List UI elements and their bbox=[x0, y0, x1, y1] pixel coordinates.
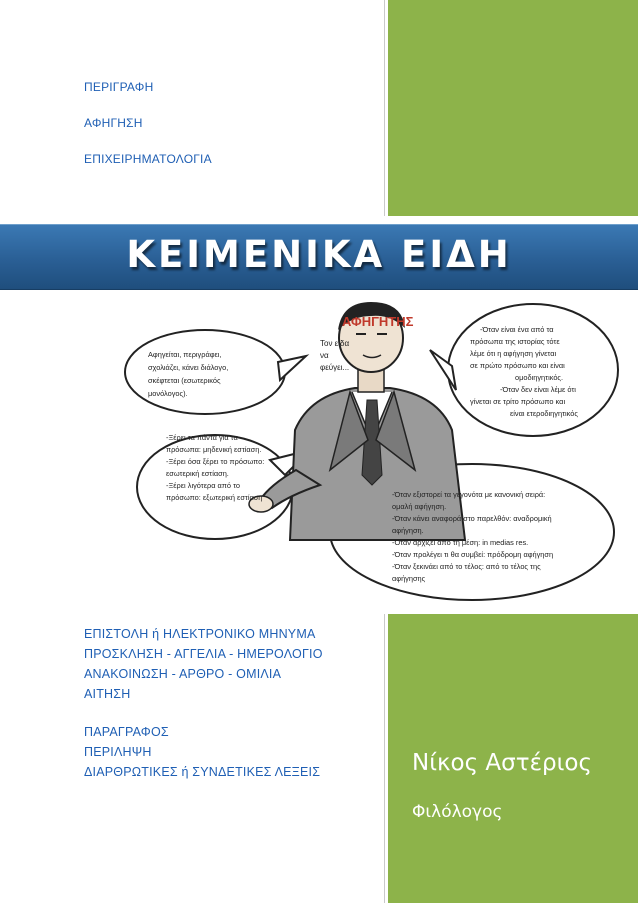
person-line-6: -Όταν δεν είναι λέμε ότι bbox=[500, 385, 576, 394]
focal-line-5: -Ξέρει λιγότερα από το bbox=[166, 481, 240, 490]
focal-line-6: πρόσωπο: εξωτερική εστίαση bbox=[166, 493, 263, 502]
person-line-8: είναι ετεροδιηγητικός bbox=[510, 409, 578, 418]
topic-description: ΠΕΡΙΓΡΑΦΗ bbox=[84, 80, 154, 94]
text-type-letter: ΕΠΙΣΤΟΛΗ ή ΗΛΕΚΤΡΟΝΙΚΟ ΜΗΝΥΜΑ bbox=[84, 627, 316, 641]
text-type-announcement: ΑΝΑΚΟΙΝΩΣΗ - ΑΡΘΡΟ - ΟΜΙΛΙΑ bbox=[84, 667, 282, 681]
page-title: ΚΕΙΜΕΝΙΚΑ ΕΙΔΗ bbox=[126, 233, 512, 276]
narrator-title: ΑΦΗΓΗΤΗΣ bbox=[342, 314, 414, 329]
text-type-application: ΑΙΤΗΣΗ bbox=[84, 687, 131, 701]
person-line-4: σε πρώτο πρόσωπο και είναι bbox=[470, 361, 565, 370]
text-types-list bbox=[84, 624, 323, 782]
author-name: Νίκος Αστέριος bbox=[412, 750, 592, 776]
narrator-illustration bbox=[120, 300, 620, 610]
order-line-4: αφήγηση. bbox=[392, 526, 424, 535]
actions-line-4: μονόλογος). bbox=[148, 389, 188, 398]
person-line-5: ομοδιηγητικός. bbox=[515, 373, 564, 382]
focal-line-1: -Ξέρει τα πάντα για τα bbox=[166, 433, 238, 442]
order-line-5: -Όταν αρχίζει από τη μέση: in medias res. bbox=[392, 538, 529, 547]
topic-argumentation: ΕΠΙΧΕΙΡΗΜΑΤΟΛΟΓΙΑ bbox=[84, 152, 212, 166]
order-line-1: -Όταν εξιστορεί τα γεγονότα με κανονική σειρά: bbox=[392, 490, 546, 499]
focal-line-3: -Ξέρει όσα ξέρει το πρόσωπο: bbox=[166, 457, 265, 466]
person-line-2: πρόσωπα της ιστορίας τότε bbox=[470, 337, 560, 346]
list-spacer bbox=[84, 704, 323, 722]
green-side-panel-top bbox=[388, 0, 638, 216]
order-line-8: αφήγησης bbox=[392, 574, 426, 583]
speech-line-2: να bbox=[320, 351, 329, 360]
order-line-2: ομαλή αφήγηση. bbox=[392, 502, 447, 511]
text-type-summary: ΠΕΡΙΛΗΨΗ bbox=[84, 745, 152, 759]
person-line-3: λέμε ότι η αφήγηση γίνεται bbox=[470, 349, 557, 358]
actions-line-3: σκέφτεται (εσωτερικός bbox=[148, 376, 221, 385]
person-line-7: γίνεται σε τρίτο πρόσωπο και bbox=[470, 397, 566, 406]
text-type-invitation: ΠΡΟΣΚΛΗΣΗ - ΑΓΓΕΛΙΑ - ΗΜΕΡΟΛΟΓΙΟ bbox=[84, 647, 323, 661]
focal-line-4: εσωτερική εστίαση. bbox=[166, 469, 229, 478]
bubble-narrator-actions bbox=[125, 330, 285, 414]
order-line-3: -Όταν κάνει αναφορά στο παρελθόν: αναδρομική bbox=[392, 514, 552, 523]
text-type-connectives: ΔΙΑΡΘΡΩΤΙΚΕΣ ή ΣΥΝΔΕΤΙΚΕΣ ΛΕΞΕΙΣ bbox=[84, 765, 321, 779]
speech-line-3: φεύγει... bbox=[320, 363, 350, 372]
speech-line-1: Τον είδα bbox=[320, 339, 350, 348]
sidebar-divider-bottom bbox=[384, 614, 385, 903]
person-line-1: -Όταν είναι ένα από τα bbox=[480, 325, 554, 334]
sidebar-divider-top bbox=[384, 0, 385, 216]
author-role: Φιλόλογος bbox=[412, 802, 503, 822]
actions-line-1: Αφηγείται, περιγράφει, bbox=[148, 350, 222, 359]
focal-line-2: πρόσωπα: μηδενική εστίαση. bbox=[166, 445, 262, 454]
text-type-paragraph: ΠΑΡΑΓΡΑΦΟΣ bbox=[84, 725, 169, 739]
title-banner bbox=[0, 224, 638, 290]
topic-narration: ΑΦΗΓΗΣΗ bbox=[84, 116, 143, 130]
actions-line-2: σχολιάζει, κάνει διάλογο, bbox=[148, 363, 229, 372]
order-line-7: -Όταν ξεκινάει από το τέλος: από το τέλος της bbox=[392, 562, 541, 571]
topic-list bbox=[84, 80, 212, 188]
order-line-6: -Όταν προλέγει τι θα συμβεί: πρόδρομη αφήγηση bbox=[392, 550, 554, 559]
